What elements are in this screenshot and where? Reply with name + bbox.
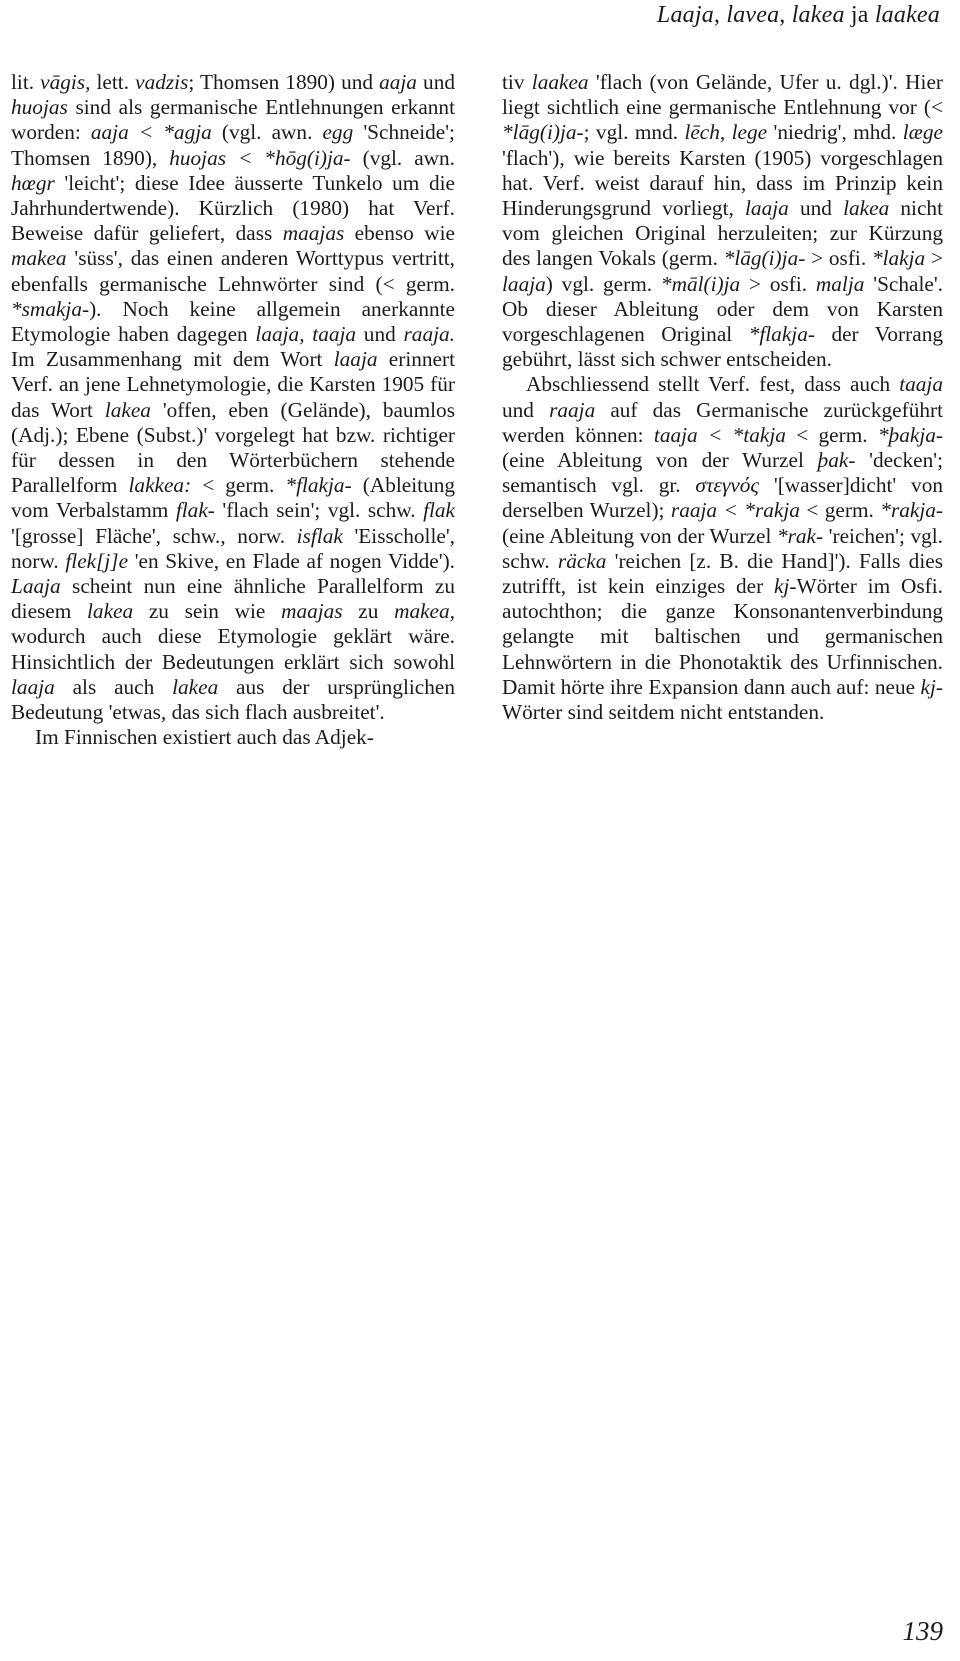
text-run: (vgl. awn. [350,145,456,170]
text-run: 'reichen'; vgl. schw. [502,523,943,573]
text-run: 'en Skive, en Flade af nogen Vidde'). [128,548,455,573]
italic-term: lakea [172,674,219,699]
text-run: '[wasser]dicht' von derselben Wurzel); [502,473,943,523]
italic-term: aaja [379,70,417,94]
text-run: Abschliessend stellt Verf. fest, dass auch [526,372,900,397]
italic-term: laakea [531,70,589,94]
text-run: 'süss', das einen anderen Worttypus vertritt, ebenfalls germanische Lehnwörter sind (< germ. [11,246,455,296]
text-run: -Wörter sind seitdem nicht entstanden. [502,674,943,725]
text-run: ) vgl. germ. [545,271,661,296]
italic-term: laaja, taaja [255,322,357,347]
italic-term: flak- [175,498,215,523]
text-run: 'offen, eben (Gelände), baumlos (Adj.); Ebene (Subst.)' vorgelegt hat bzw. richtiger für dessen in den Wörterbüchern stehende Parallelform [11,397,455,498]
italic-term: læge [902,120,943,145]
text-run: 'Schneide'; Thomsen 1890), [11,120,455,170]
italic-term: huojas [11,95,68,120]
text-run: -Wörter im Osfi. autochthon; die ganze Konsonantenverbindung gelangte mit baltischen und germanischen Lehnwörtern in die Phonotaktik des Urfinnischen. Damit hörte ihre Expansion dann auch auf: neue [502,574,943,699]
italic-term: laaja [11,674,55,699]
italic-term: *lāg(i)ja- [502,120,584,145]
italic-term: makea [11,246,67,271]
text-run: nicht vom gleichen Original herzuleiten; zur Kürzung des langen Vokals (germ. [502,196,943,271]
text-run: 'Schale'. Ob dieser Ableitung oder dem von Karsten vorgeschlagenen Original [502,271,943,347]
text-run: < germ. [785,422,878,447]
italic-term: lakea [104,397,151,422]
text-run: 'niedrig', mhd. [767,120,903,145]
text-run: zu [342,599,395,624]
italic-term: maajas [282,221,345,246]
italic-term: vadzis [135,70,189,94]
italic-term: isflak [296,523,343,548]
italic-term: στεγνός [695,473,760,498]
italic-term: huojas < *hōg(i)ja- [169,145,351,170]
text-run: der Vorrang gebührt, lässt sich schwer entscheiden. [502,322,943,372]
italic-term: vāgis, [40,70,91,94]
header-title-conjunction: ja [850,2,869,28]
text-run: 'leicht'; diese Idee äusserte Tunkelo um die Jahrhundertwende). Kürzlich (1980) hat Verf. Beweise dafür geliefert, dass [11,170,455,246]
text-run: lett. [90,70,136,94]
text-run: < germ. [799,498,881,523]
italic-term: laaja [745,196,789,221]
text-run: < germ. [191,473,286,498]
text-run: > [925,246,943,271]
text-run: > osfi. [740,271,816,296]
text-run: ). Noch keine allgemein anerkannte Etymologie haben dagegen [11,296,455,347]
italic-term: *lakja [871,246,926,271]
italic-term: lakkea: [128,473,192,498]
italic-term: *flakja- [285,473,352,498]
italic-term: lēch, lege [684,120,768,145]
paragraph [11,725,455,750]
italic-term: *smakja- [11,296,90,321]
italic-term: egg [322,120,354,145]
italic-term: taaja < *takja [653,422,786,447]
text-run: wodurch auch diese Etymologie geklärt wäre. Hinsichtlich der Bedeutungen erklärt sich sowohl [11,624,455,674]
italic-term: raaja. [403,322,455,347]
italic-term: *flakja- [748,322,815,347]
text-run: (vgl. awn. [211,120,323,145]
italic-term: raaja [549,397,596,422]
text-run: zu sein wie [133,599,282,624]
text-run: (eine Ableitung von der Wurzel [502,523,777,548]
text-run: Im Zusammenhang mit dem Wort [11,347,334,372]
paragraph [502,70,943,372]
paragraph [502,372,943,725]
text-run: tiv [502,70,532,94]
italic-term: aaja < *agja [90,120,212,145]
italic-term: makea, [394,599,455,624]
paragraph [11,70,455,725]
text-run: 'flach (von Gelände, Ufer u. dgl.)'. Hier liegt sichtlich eine germanische Entlehnung vor (< [502,70,943,120]
italic-term: flek[j]e [65,548,129,573]
text-run: und [416,70,455,94]
text-run: auf das Germanische zurückgeführt werden können: [502,397,944,447]
italic-term: Laaja [11,574,61,599]
italic-term: räcka [557,548,607,573]
italic-term: lakea [843,196,890,221]
text-run: Im Finnischen existiert auch das Adjek- [35,725,374,750]
text-run: lit. [11,70,41,94]
text-run: 'reichen [z. B. die Hand]'). Falls dies zutrifft, ist kein einziges der [502,548,943,599]
italic-term: *lāg(i)ja- [723,246,806,271]
text-run: 'decken'; semantisch vgl. gr. [502,448,944,498]
text-run: sind als germanische Entlehnungen erkannt worden: [11,95,455,145]
left-column [11,70,455,750]
italic-term: kj [774,574,790,599]
italic-term: laaja [502,271,546,296]
italic-term: flak [423,498,455,523]
italic-term: maajas [281,599,343,624]
text-run: erinnert Verf. an jene Lehnetymologie, die Karsten 1905 für das Wort [11,347,455,422]
text-run: '[grosse] Fläche', schw., norw. [11,523,297,548]
text-run: (eine Ableitung von der Wurzel [502,448,818,473]
italic-term: taaja [899,372,943,397]
text-run: 'flach'), wie bereits Karsten (1905) vorgeschlagen hat. Verf. weist darauf hin, dass im Prinzip kein Hinderungsgrund vorliegt, [502,145,943,221]
italic-term: *rak- [776,523,824,548]
running-header [657,2,940,29]
text-run: 'flach sein'; vgl. schw. [214,498,424,523]
text-run: > osfi. [805,246,872,271]
header-title-part2: laakea [874,2,940,28]
text-run: aus der ursprünglichen Bedeutung 'etwas, das sich flach ausbreitet'. [11,674,455,725]
italic-term: hœgr [11,170,55,195]
italic-term: laaja [333,347,378,372]
text-run: ebenso wie [344,221,455,246]
text-run: 'Eisscholle', norw. [11,523,455,573]
italic-term: *rakja- [880,498,943,523]
italic-term: þak- [817,448,856,473]
text-run: und [502,397,550,422]
italic-term: *māl(i)ja [660,271,741,296]
text-run: und [788,196,844,221]
right-column [502,70,943,725]
italic-term: raaja < *rakja [670,498,800,523]
header-title-part1: Laaja, lavea, lakea [656,2,845,28]
italic-term: lakea [87,599,134,624]
italic-term: kj [920,674,936,699]
text-run: ; Thomsen 1890) und [188,70,380,94]
italic-term: malja [815,271,865,296]
italic-term: *þakja- [877,422,943,447]
text-run: ; vgl. mnd. [583,120,685,145]
text-run: scheint nun eine ähnliche Parallelform zu diesem [11,574,455,624]
text-run: (Ableitung vom Verbalstamm [11,473,455,523]
text-run: und [356,322,404,347]
text-run: als auch [54,674,173,699]
page-number: 139 [902,1616,943,1646]
